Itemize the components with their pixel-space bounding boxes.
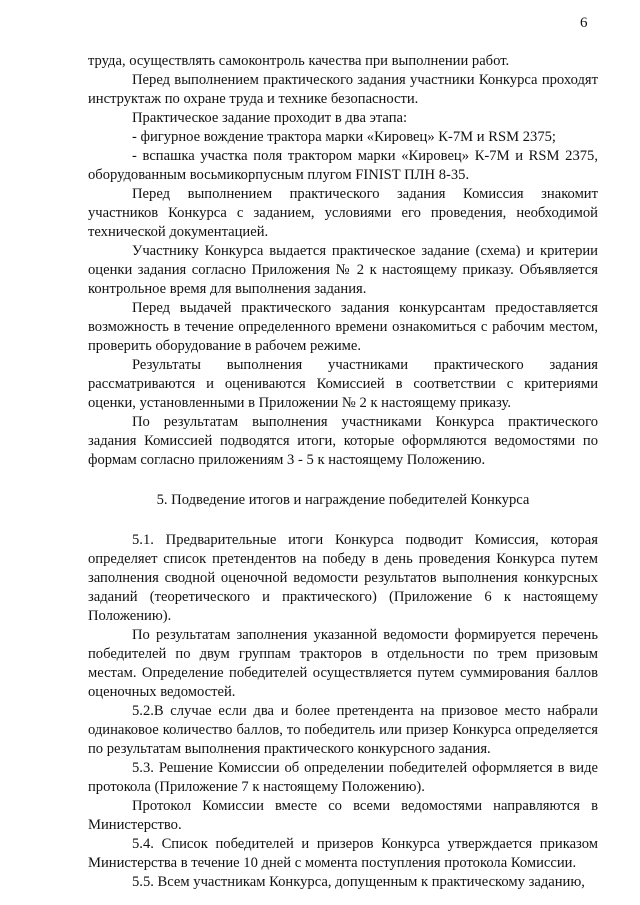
list-item: - фигурное вождение трактора марки «Кировец» К-7М и RSM 2375; [132,129,556,145]
paragraph: Перед выполнением практического задания Комиссия знакомит участников Конкурса с заданием, условиями его проведения, необходимой технической документацией. [88,186,598,240]
paragraph: По результатам заполнения указанной ведомости формируется перечень победителей по двум группам тракторов в отдельности по трем призовым местам. Определение победителей осуществляется путем суммирования баллов оценочных ведомостей. [88,627,598,700]
paragraph: Практическое задание проходит в два этапа: [132,110,408,126]
paragraph: 5.5. Всем участникам Конкурса, допущенным к практическому заданию, [132,874,585,890]
list-item: - вспашка участка поля трактором марки «Кировец» К-7М и RSM 2375, оборудованным восьмикорпусным плугом FINIST ПЛН 8-35. [88,148,598,183]
paragraph: труда, осуществлять самоконтроль качества при выполнении работ. [88,53,510,69]
paragraph: Перед выполнением практического задания участники Конкурса проходят инструктаж по охране труда и технике безопасности. [88,72,598,107]
paragraph: 5.2.В случае если два и более претендента на призовое место набрали одинаковое количество баллов, то победитель или призер Конкурса определяется по результатам выполнения практического конкурсного задания. [88,703,598,757]
paragraph: 5.4. Список победителей и призеров Конкурса утверждается приказом Министерства в течение 10 дней с момента поступления протокола Комиссии. [88,836,598,871]
document-body [88,52,598,892]
page-number: 6 [580,15,588,31]
section-heading: 5. Подведение итогов и награждение победителей Конкурса [156,492,530,508]
paragraph: 5.1. Предварительные итоги Конкурса подводит Комиссия, которая определяет список претендентов на победу в день проведения Конкурса путем заполнения сводной оценочной ведомости результатов выполнения конкурсных заданий (теоретического и практического) (Приложение 6 к настоящему Положению). [88,532,598,624]
paragraph: По результатам выполнения участниками Конкурса практического задания Комиссией подводятся итоги, которые оформляются ведомостями по формам согласно приложениям 3 - 5 к настоящему Положению. [88,414,598,468]
paragraph: Протокол Комиссии вместе со всеми ведомостями направляются в Министерство. [88,798,598,833]
paragraph: Перед выдачей практического задания конкурсантам предоставляется возможность в течение определенного времени ознакомиться с рабочим местом, проверить оборудование в рабочем режиме. [88,300,598,354]
paragraph: Участнику Конкурса выдается практическое задание (схема) и критерии оценки задания согласно Приложения № 2 к настоящему приказу. Объявляется контрольное время для выполнения задания. [88,243,598,297]
paragraph: Результаты выполнения участниками практического задания рассматриваются и оцениваются Комиссией в соответствии с критериями оценки, установленными в Приложении № 2 к настоящему приказу. [88,357,598,411]
paragraph: 5.3. Решение Комиссии об определении победителей оформляется в виде протокола (Приложение 7 к настоящему Положению). [88,760,598,795]
